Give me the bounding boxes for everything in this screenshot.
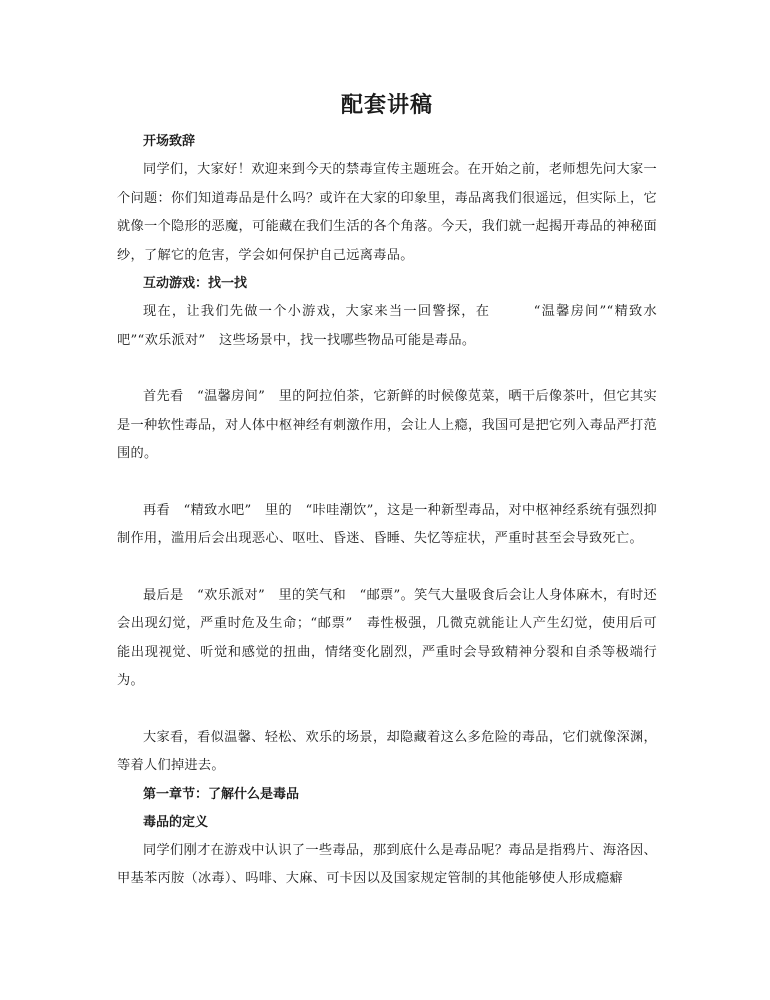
paragraph-summary: 大家看，看似温馨、轻松、欢乐的场景，却隐藏着这么多危险的毒品，它们就像深渊，等着人们掉进去。 [117,729,657,773]
section-heading-game: 互动游戏：找一找 [143,276,248,291]
paragraph-opening: 同学们，大家好！欢迎来到今天的禁毒宣传主题班会。在开始之前，老师想先问大家一个问题：你们知道毒品是什么吗？或许在大家的印象里，毒品离我们很遥远，但实际上，它就像一个隐形的恶魔，可能藏在我们生活的各个角落。今天，我们就一起揭开毒品的神秘面纱，了解它的危害，学会如何保护自己远离毒品。 [117,162,657,263]
paragraph-gap [117,469,657,497]
paragraph-definition: 同学们刚才在游戏中认识了一些毒品，那到底什么是毒品呢？毒品是指鸦片、海洛因、甲基苯丙胺（冰毒）、吗啡、大麻、可卡因以及国家规定管制的其他能够使人形成瘾癖 [117,842,657,886]
paragraph-gap [117,355,657,383]
paragraph-gap [117,696,657,724]
paragraph-warm-room: 首先看 “温馨房间” 里的阿拉伯茶，它新鲜的时候像苋菜，晒干后像茶叶，但它其实是一种软性毒品，对人体中枢神经有刺激作用，会让人上瘾，我国可是把它列入毒品严打范围的。 [117,389,657,461]
paragraph-water-bar: 再看 “精致水吧” 里的 “咔哇潮饮”，这是一种新型毒品，对中枢神经系统有强烈抑制作用，滥用后会出现恶心、呕吐、昏迷、昏睡、失忆等症状，严重时甚至会导致死亡。 [117,502,657,546]
section-heading-opening: 开场致辞 [143,134,196,149]
document-title: 配套讲稿 [340,92,433,118]
paragraph-party: 最后是 “欢乐派对” 里的笑气和 “邮票”。笑气大量吸食后会让人身体麻木，有时还会出现幻觉，严重时危及生命；“邮票” 毒性极强，几微克就能让人产生幻觉，使用后可能出现视觉、听觉和感觉的扭曲，情绪变化剧烈，严重时会导致精神分裂和自杀等极端行为。 [117,587,657,688]
paragraph-game-intro: 现在，让我们先做一个小游戏，大家来当一回警探，在 “温馨房间”“精致水吧”“欢乐派对” 这些场景中，找一找哪些物品可能是毒品。 [117,304,657,348]
paragraph-gap [117,554,657,582]
document-page [117,88,657,894]
section-heading-chapter-one: 第一章节：了解什么是毒品 [143,786,300,802]
section-heading-definition: 毒品的定义 [143,814,209,830]
